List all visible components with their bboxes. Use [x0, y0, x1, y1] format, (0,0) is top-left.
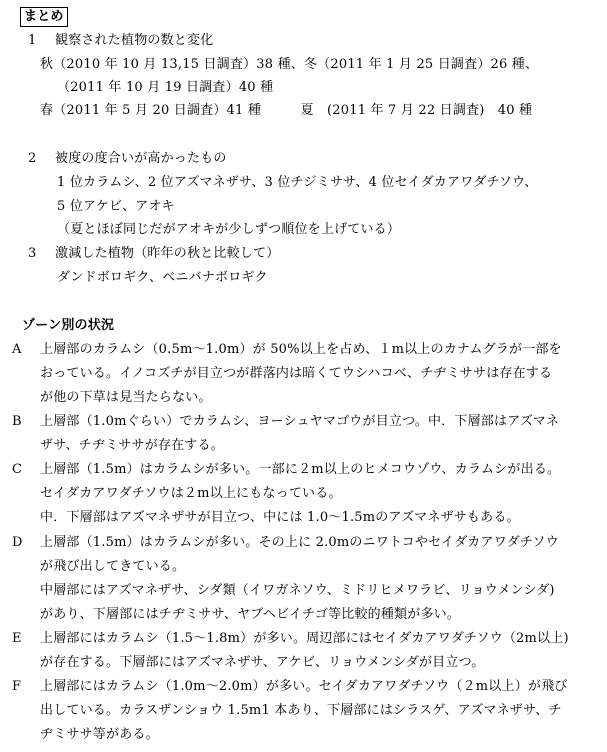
section-number: 3: [28, 246, 37, 261]
section-line: 1 位カラムシ、2 位アズマネザサ、3 位チジミササ、4 位セイダカアワダチソウ、: [57, 175, 538, 190]
zone-line: 上層部（1.5m）はカラムシが多い。一部に２m以上のヒメコウゾウ、カラムシが出る。: [40, 462, 561, 477]
section-number: 1: [28, 33, 37, 48]
zone-line: 中層部にはアズマネザサ、シダ類（イワガネソウ、ミドリヒメワラビ、リョウメンシダ): [40, 583, 555, 598]
section-line: 春（2011 年 5 月 20 日調査）41 種 夏 (2011 年 7 月 22 日調査) 40 種: [40, 103, 533, 118]
zone-line: 上層部（1.0mぐらい）でカラムシ、ヨーシュヤマゴウが目立つ。中．下層部はアズマネ: [40, 414, 560, 429]
section-number: 2: [28, 151, 37, 166]
section-line: ダンドボロギク、ベニバナボロギク: [57, 270, 268, 285]
summary-heading: まとめ: [20, 7, 68, 27]
zone-label: D: [12, 535, 23, 550]
section-title: 激減した植物（昨年の秋と比較して）: [55, 246, 280, 261]
zone-label: C: [12, 462, 22, 477]
zone-line: が飛び出してきている。: [40, 559, 186, 574]
zone-line: が存在する。下層部にはアズマネザサ、アケビ、リョウメンシダが目立つ。: [40, 655, 485, 670]
zone-line: 中．下層部はアズマネザサが目立つ、中には 1.0～1.5mのアズマネザサもある。: [40, 510, 520, 525]
zone-line: ザサ、チヂミササが存在する。: [40, 438, 224, 453]
zone-label: E: [12, 631, 22, 646]
zone-line: おっている。イノコズチが目立つが群落内は暗くてウシハコベ、チヂミササは存在する: [40, 366, 553, 381]
section-line: （2011 年 10 月 19 日調査）40 種: [57, 80, 274, 95]
zone-label: F: [12, 679, 22, 694]
section-title: 観察された植物の数と変化: [55, 33, 214, 48]
zones-heading: ゾーン別の状況: [22, 318, 115, 333]
zone-line: ヂミササ等がある。: [40, 727, 159, 742]
section-line: （夏とほぼ同じだがアオキが少しずつ順位を上げている）: [57, 222, 401, 237]
section-title: 被度の度合いが高かったもの: [55, 151, 227, 166]
zone-line: 出している。カラスザンショウ 1.5m1 本あり、下層部にはシラスゲ、アズマネザサ、チ: [40, 703, 562, 718]
section-line: 秋（2010 年 10 月 13,15 日調査）38 種、冬（2011 年 1 月 25 日調査）26 種、: [40, 57, 539, 72]
zone-line: が他の下草は見当たらない。: [40, 390, 212, 405]
zone-label: A: [12, 342, 22, 357]
zone-line: セイダカアワダチソウは２m以上にもなっている。: [40, 486, 342, 501]
zone-line: 上層部のカラムシ（0.5m～1.0m）が 50%以上を占め、１m以上のカナムグラが一部を: [40, 342, 562, 357]
zone-line: があり、下層部にはチヂミササ、ヤブヘビイチゴ等比較的種類が多い。: [40, 607, 461, 622]
section-line: 5 位アケビ、アオキ: [57, 199, 175, 214]
zone-line: 上層部（1.5m）はカラムシが多い。その上に 2.0mのニワトコやセイダカアワダチソウ: [40, 535, 559, 550]
zone-line: 上層部にはカラムシ（1.0m～2.0m）が多い。セイダカアワダチソウ（２m以上）が飛び: [40, 679, 568, 694]
zone-label: B: [12, 414, 22, 429]
zone-line: 上層部にはカラムシ（1.5～1.8m）が多い。周辺部にはセイダカアワダチソウ（2m以上): [40, 631, 569, 646]
